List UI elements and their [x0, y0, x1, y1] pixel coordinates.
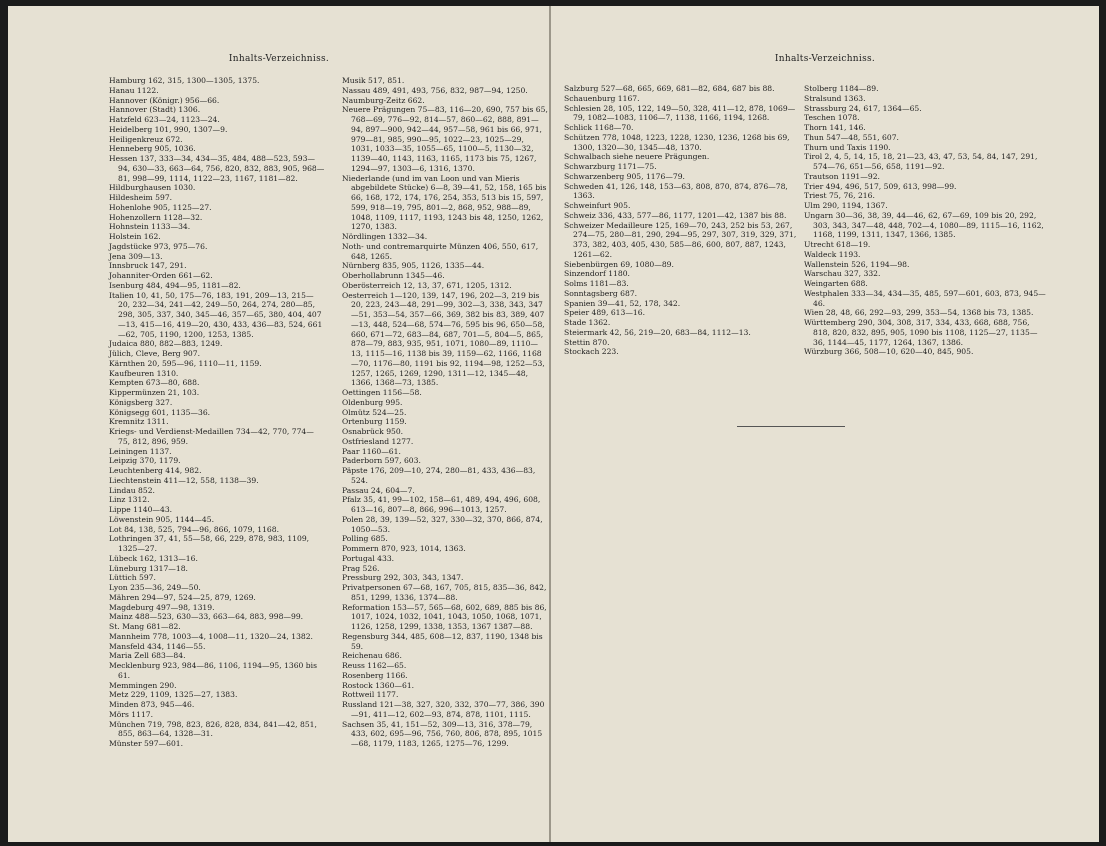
index-entry: Triest 75, 76, 216. [804, 191, 875, 201]
index-entry: Oettingen 1156—58. [342, 388, 422, 397]
index-entry: Mörs 1117. [109, 709, 154, 719]
index-entry: Kempten 673—80, 688. [109, 378, 200, 388]
page-header: Inhalts-Verzeichniss. [774, 54, 876, 64]
end-rule [737, 426, 845, 427]
index-entry: Tirol 2, 4, 5, 14, 15, 18, 21—23, 43, 47, 53, 54, 84, 147, 291, 574—76, 651—56, 658, 1191—92. [804, 152, 1038, 171]
index-entry: Musik 517, 851. [342, 76, 405, 85]
index-entry: Osnabrück 950. [342, 427, 404, 436]
index-entry: Schwarzenberg 905, 1176—79. [564, 171, 685, 181]
right-page [551, 6, 1099, 842]
index-entry: Schlesien 28, 105, 122, 149—50, 328, 411—12, 878, 1069—79, 1082—1083, 1106—7, 1138, 1166, 1194, 1268. [564, 103, 796, 123]
index-entry: Pfalz 35, 41, 99—102, 158—61, 489, 494, 496, 608, 613—16, 807—8, 866, 996—1013, 1257. [342, 495, 541, 514]
index-entry: Jülich, Cleve, Berg 907. [109, 349, 200, 358]
index-entry: Leiningen 1137. [109, 446, 172, 456]
index-entry: Westphalen 333—34, 434—35, 485, 597—601, 603, 873, 945—46. [804, 288, 1046, 308]
index-entry: Siebenbürgen 69, 1080—89. [564, 259, 674, 269]
index-entry: Mecklenburg 923, 984—86, 1106, 1194—95, 1360 bis 61. [109, 661, 317, 680]
index-entry: Weingarten 688. [804, 279, 868, 288]
index-entry: Salzburg 527—68, 665, 669, 681—82, 684, 687 bis 88. [564, 84, 775, 93]
index-entry: Portugal 433. [342, 553, 395, 563]
index-entry: Nürnberg 835, 905, 1126, 1335—44. [342, 261, 485, 271]
index-column [804, 84, 1048, 357]
index-entry: Warschau 327, 332. [804, 269, 881, 279]
index-entry: Hannover (Stadt) 1306. [109, 105, 201, 115]
index-entry: Würzburg 366, 508—10, 620—40, 845, 905. [804, 347, 974, 357]
index-entry: Regensburg 344, 485, 608—12, 837, 1190, 1348 bis 59. [342, 631, 543, 651]
index-entry: Lippe 1140—43. [109, 505, 173, 514]
index-entry: Wallenstein 526, 1194—98. [804, 259, 910, 269]
index-entry: Spanien 39—41, 52, 178, 342. [564, 298, 681, 308]
index-entry: Metz 229, 1109, 1325—27, 1383. [109, 690, 238, 700]
index-entry: Trier 494, 496, 517, 509, 613, 998—99. [804, 181, 957, 191]
index-entry: Sachsen 35, 41, 151—52, 309—13, 316, 378—79, 433, 602, 695—96, 756, 760, 806, 878, 895, 1015—68, 1179, 1183, 1265, 1275—76, 1299. [342, 719, 543, 748]
index-entry: Schlick 1168—70. [564, 123, 634, 132]
index-entry: Hohenzollern 1128—32. [109, 212, 203, 222]
index-entry: Innsbruck 147, 291. [109, 261, 187, 271]
index-entry: Leipzig 370, 1179. [109, 456, 181, 466]
index-entry: Pressburg 292, 303, 343, 1347. [342, 573, 464, 583]
index-entry: St. Mang 681—82. [109, 622, 181, 631]
index-entry: Mannheim 778, 1003—4, 1008—11, 1320—24, 1382. [109, 631, 313, 641]
index-entry: Ortenburg 1159. [342, 417, 407, 427]
index-entry: Kärnthen 20, 595—96, 1110—11, 1159. [109, 358, 262, 368]
index-entry: Hannover (Königr.) 956—66. [109, 95, 220, 105]
index-entry: München 719, 798, 823, 826, 828, 834, 841—42, 851, 855, 863—64, 1328—31. [109, 719, 317, 739]
index-entry: Kaufbeuren 1310. [109, 368, 179, 378]
index-entry: Teschen 1078. [804, 113, 860, 123]
index-entry: Prag 526. [342, 563, 380, 573]
index-entry: Italien 10, 41, 50, 175—76, 183, 191, 209—13, 215—20, 232—34, 241—42, 249—50, 264, 274, 280—85, 298, 305, 337, 340, 345—46, 357—65, 380, 404, 407—13, 415—16, 419—20, 430, 433, 436—83, 524, 661—62, 705, 1190, 1200, 1253, 1385. [109, 290, 323, 339]
index-entry: Magdeburg 497—98, 1319. [109, 602, 215, 612]
index-entry: Reuss 1162—65. [342, 661, 407, 670]
index-entry: Polling 685. [342, 534, 388, 544]
index-entry: Stade 1362. [564, 318, 611, 327]
index-entry: Schauenburg 1167. [564, 93, 640, 103]
index-entry: Königsberg 327. [109, 397, 173, 407]
index-entry: Hatzfeld 623—24, 1123—24. [109, 115, 220, 124]
index-entry: Thorn 141, 146. [804, 123, 866, 132]
index-entry: Nördlingen 1332—34. [342, 232, 428, 241]
index-entry: Schwarzburg 1171—75. [564, 162, 657, 171]
index-entry: Jena 309—13. [109, 251, 163, 261]
index-entry: Noth- und contremarquirte Münzen 406, 550, 617, 648, 1265. [342, 241, 539, 261]
index-entry: Hessen 137, 333—34, 434—35, 484, 488—523, 593—94, 630—33, 663—64, 756, 820, 832, 883, 905, 968—81, 998—99, 1114, 1122—23, 1167, 1181—82. [109, 154, 325, 183]
index-entry: Privatpersonen 67—68, 167, 705, 815, 835—36, 842, 851, 1299, 1336, 1374—88. [342, 583, 547, 602]
index-entry: Hildburghausen 1030. [109, 183, 196, 193]
page-header: Inhalts-Verzeichniss. [228, 54, 330, 64]
index-entry: Lot 84, 138, 525, 794—96, 866, 1079, 1168. [109, 524, 280, 534]
index-entry: Oldenburg 995. [342, 397, 403, 407]
index-entry: Stockach 223. [564, 347, 619, 357]
index-entry: Oberösterreich 12, 13, 37, 671, 1205, 1312. [342, 280, 512, 290]
index-entry: Olmütz 524—25. [342, 407, 407, 417]
index-entry: Rottweil 1177. [342, 690, 399, 700]
index-entry: Linz 1312. [109, 495, 150, 505]
index-entry: Mähren 294—97, 524—25, 879, 1269. [109, 592, 256, 602]
index-entry: Nassau 489, 491, 493, 756, 832, 987—94, 1250. [342, 85, 528, 95]
index-entry: Henneberg 905, 1036. [109, 144, 196, 154]
index-entry: Hohenlohe 905, 1125—27. [109, 202, 212, 212]
index-entry: Schweiz 336, 433, 577—86, 1177, 1201—42, 1387 bis 88. [564, 210, 787, 220]
index-entry: Strassburg 24, 617, 1364—65. [804, 103, 922, 113]
index-entry: Johanniter-Orden 661—62. [109, 271, 213, 280]
index-entry: Paar 1160—61. [342, 446, 401, 456]
index-column [342, 76, 548, 749]
index-entry: Russland 121—38, 327, 320, 332, 370—77, 386, 390—91, 411—12, 602—93, 874, 878, 1101, 1115. [342, 700, 545, 719]
index-entry: Hanau 1122. [109, 85, 159, 95]
index-entry: Waldeck 1193. [804, 249, 861, 259]
index-entry: Minden 873, 945—46. [109, 700, 195, 709]
index-entry: Kippermünzen 21, 103. [109, 388, 200, 397]
index-column [109, 76, 325, 749]
index-entry: Heiligenkreuz 672. [109, 134, 183, 144]
index-entry: Oesterreich 1—120, 139, 147, 196, 202—3, 219 bis 20, 223, 243—48, 291—99, 302—3, 338, 343, 347—51, 353—54, 357—66, 369, 382 bis 83, 389, 407—13, 448, 524—68, 574—76, 595 bis 96, 650—58, 660, 671—72, 683—84, 687, 701—5, 804—5, 865, 878—79, 883, 935, 951, 1071, 1080—89, 1110—13, 1115—16, 1138 bis 39, 1159—62, 1166, 1168—70, 1176—80, 1191 bis 92, 1194—98, 1252—53, 1257, 1265, 1269, 1290, 1311—12, 1345—48, 1366, 1368—73, 1385. [342, 290, 545, 388]
index-entry: Solms 1181—83. [564, 279, 629, 288]
index-entry: Mansfeld 434, 1146—55. [109, 641, 206, 651]
index-entry: Münster 597—601. [109, 739, 184, 748]
index-entry: Passau 24, 604—7. [342, 485, 415, 495]
index-entry: Schweizer Medailleure 125, 169—70, 243, 252 bis 53, 267, 274—75, 280—81, 290, 294—95, 297, 307, 319, 329, 371, 373, 382, 403, 405, 430, 585—86, 600, 807, 887, 1243, 1261—62. [564, 220, 797, 259]
index-entry: Memmingen 290. [109, 680, 177, 690]
index-entry: Trautson 1191—92. [804, 171, 880, 181]
index-entry: Hildesheim 597. [109, 193, 173, 202]
index-entry: Thurn und Taxis 1190. [804, 142, 891, 152]
index-entry: Lübeck 162, 1313—16. [109, 553, 198, 563]
index-entry: Utrecht 618—19. [804, 240, 871, 249]
index-entry: Stolberg 1184—89. [804, 84, 879, 93]
index-entry: Sinzendorf 1180. [564, 269, 630, 279]
index-entry: Kriegs- und Verdienst-Medaillen 734—42, 770, 774—75, 812, 896, 959. [109, 427, 314, 446]
index-entry: Schwalbach siehe neuere Prägungen. [564, 152, 710, 162]
index-entry: Kremnitz 1311. [109, 417, 169, 427]
index-entry: Lindau 852. [109, 485, 155, 495]
index-entry: Stettin 870. [564, 337, 610, 347]
index-entry: Hohnstein 1133—34. [109, 222, 191, 232]
index-entry: Pommern 870, 923, 1014, 1363. [342, 544, 466, 553]
left-page [8, 6, 550, 842]
index-entry: Reformation 153—57, 565—68, 602, 689, 885 bis 86, 1017, 1024, 1032, 1041, 1043, 1050, 1068, 1071, 1126, 1258, 1299, 1338, 1353, 1367 1387—88. [342, 602, 547, 631]
index-entry: Lyon 235—36, 249—50. [109, 583, 201, 592]
index-entry: Hamburg 162, 315, 1300—1305, 1375. [109, 76, 260, 85]
index-entry: Ulm 290, 1194, 1367. [804, 201, 888, 210]
index-entry: Rosenberg 1166. [342, 670, 408, 680]
index-entry: Rostock 1360—61. [342, 680, 415, 690]
index-entry: Löwenstein 905, 1144—45. [109, 514, 214, 524]
index-entry: Maria Zell 683—84. [109, 651, 186, 661]
index-entry: Reichenau 686. [342, 651, 402, 661]
index-entry: Mainz 488—523, 630—33, 663—64, 883, 998—99. [109, 612, 304, 622]
index-entry: Schweden 41, 126, 148, 153—63, 808, 870, 874, 876—78, 1363. [564, 181, 788, 201]
index-entry: Lüttich 597. [109, 573, 156, 583]
index-entry: Jagdstücke 973, 975—76. [109, 241, 208, 251]
index-entry: Wien 28, 48, 66, 292—93, 299, 353—54, 1368 bis 73, 1385. [804, 308, 1034, 318]
index-entry: Isenburg 484, 494—95, 1181—82. [109, 280, 241, 290]
index-entry: Leuchtenberg 414, 982. [109, 466, 202, 475]
index-entry: Paderborn 597, 603. [342, 456, 421, 466]
index-entry: Päpste 176, 209—10, 274, 280—81, 433, 436—83, 524. [342, 466, 536, 485]
index-entry: Schützen 778, 1048, 1223, 1228, 1230, 1236, 1268 bis 69, 1300, 1320—30, 1345—48, 1370. [564, 132, 790, 152]
index-entry: Steiermark 42, 56, 219—20, 683—84, 1112—13. [564, 327, 751, 337]
index-entry: Oberhollabrunn 1345—46. [342, 271, 445, 280]
index-entry: Stralsund 1363. [804, 93, 866, 103]
index-entry: Württemberg 290, 304, 308, 317, 334, 433, 668, 688, 756, 818, 820, 832, 895, 905, 1090 bis 1108, 1125—27, 1135—36, 1144—45, 1177, 1264, 1367, 1386. [804, 318, 1038, 347]
index-entry: Heidelberg 101, 990, 1307—9. [109, 124, 228, 134]
index-entry: Lothringen 37, 41, 55—58, 66, 229, 878, 983, 1109, 1325—27. [109, 534, 310, 553]
index-entry: Speier 489, 613—16. [564, 308, 646, 318]
index-entry: Holstein 162. [109, 232, 161, 241]
index-entry: Königsegg 601, 1135—36. [109, 407, 211, 417]
index-entry: Schweinfurt 905. [564, 201, 631, 210]
index-entry: Neuere Prägungen 75—83, 116—20, 690, 757 bis 65, 768—69, 776—92, 814—57, 860—62, 888, 891—94, 897—900, 942—44, 957—58, 961 bis 66, 971, 979—81, 985, 990—95, 1022—23, 1025—29, 1031, 1033—35, 1055—65, 1100—5, 1130—32, 1139—40, 1143, 1163, 1165, 1173 bis 75, 1267, 1294—97, 1303—6, 1316, 1370. [342, 105, 548, 173]
index-entry: Judaica 880, 882—883, 1249. [109, 339, 223, 349]
index-column [564, 84, 799, 357]
index-entry: Liechtenstein 411—12, 558, 1138—39. [109, 475, 259, 485]
index-entry: Sonntagsberg 687. [564, 288, 638, 298]
index-entry: Polen 28, 39, 139—52, 327, 330—32, 370, 866, 874, 1050—53. [342, 514, 543, 534]
index-entry: Thun 547—48, 551, 607. [804, 132, 899, 142]
index-entry: Ungarn 30—36, 38, 39, 44—46, 62, 67—69, 109 bis 20, 292, 303, 343, 347—48, 448, 702—4, 1080—89, 1115—16, 1162, 1168, 1199, 1311, 1347, 1366, 1385. [804, 210, 1044, 240]
index-entry: Naumburg-Zeitz 662. [342, 95, 425, 105]
index-entry: Lüneburg 1317—18. [109, 563, 188, 573]
index-entry: Ostfriesland 1277. [342, 436, 414, 446]
index-entry: Niederlande (und im van Loon und van Mieris abgebildete Stücke) 6—8, 39—41, 52, 158, 165 bis 66, 168, 172, 174, 176, 254, 353, 513 bis 15, 597, 599, 918—19, 795, 801—2, 868, 952, 988—89, 1048, 1109, 1117, 1193, 1243 bis 48, 1250, 1262, 1270, 1383. [342, 173, 547, 232]
